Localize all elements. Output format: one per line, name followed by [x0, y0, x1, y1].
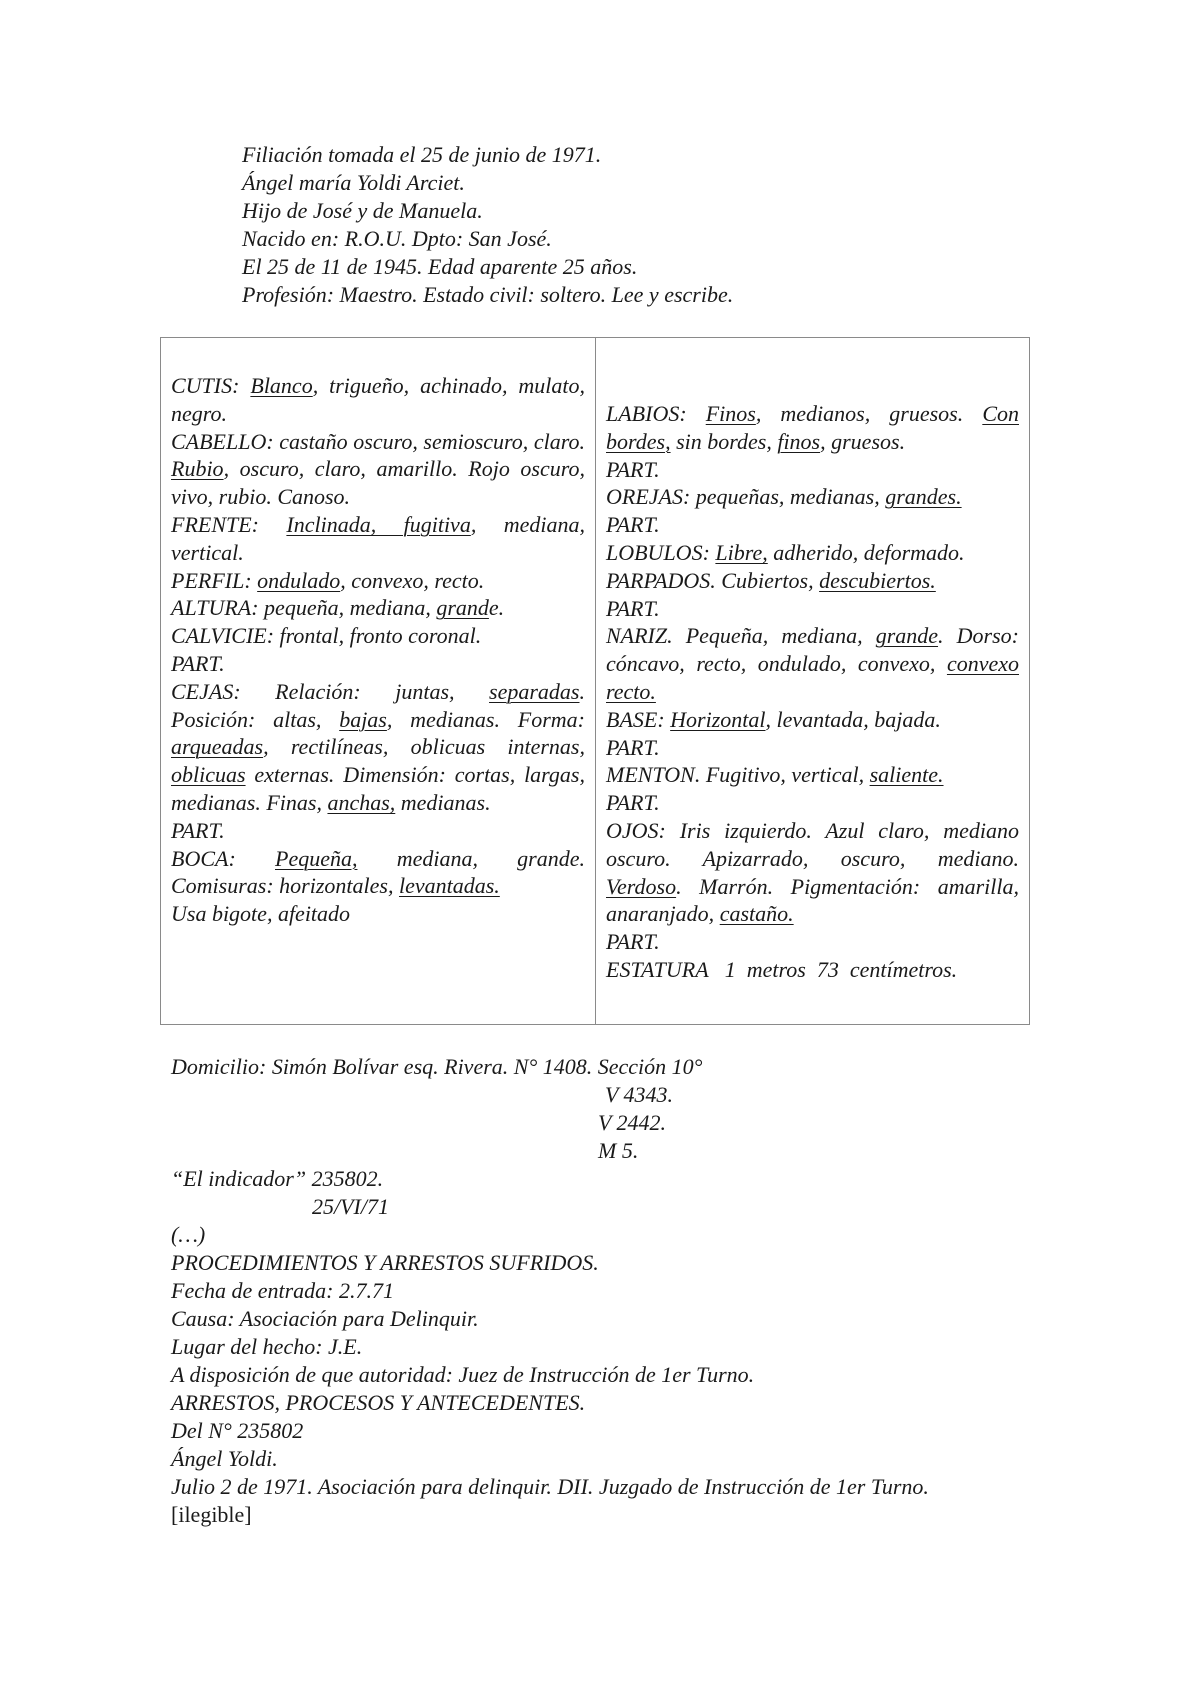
underlined-text: levantadas. [398, 873, 500, 899]
date-line: 25/VI/71 [312, 1194, 389, 1219]
cutis-entry [171, 372, 585, 428]
text: . Marrón. Pigmentación: amarilla, anaranjado, [606, 873, 1019, 927]
header-line: El 25 de 11 de 1945. Edad aparente 25 años. [242, 254, 638, 279]
underlined-text: Rubio [171, 456, 224, 482]
underlined-text: separadas [489, 678, 580, 704]
text: LOBULOS: [606, 539, 716, 565]
description-table [160, 337, 1030, 1025]
nariz-entry [606, 622, 1019, 705]
header-line: Hijo de José y de Manuela. [242, 198, 483, 223]
header-line: Filiación tomada el 25 de junio de 1971. [242, 142, 602, 167]
table-right-cell [596, 338, 1029, 1024]
place-line: Lugar del hecho: J.E. [171, 1334, 363, 1359]
text: CABELLO: castaño oscuro, semioscuro, claro. [171, 428, 585, 454]
altura-entry [171, 594, 585, 622]
text: , convexo, recto. [340, 567, 485, 593]
parpados-entry [606, 567, 1019, 595]
part-label: PART. [606, 734, 660, 760]
domicilio-line: Domicilio: Simón Bolívar esq. Rivera. N° 1408. Sección 10° [171, 1054, 703, 1079]
header-line: Ángel maría Yoldi Arciet. [242, 170, 465, 195]
text: ALTURA: pequeña, mediana, [171, 595, 437, 621]
underlined-text: Pequeña, [275, 845, 358, 871]
text: adherido, deformado. [767, 539, 965, 565]
boca-entry [171, 845, 585, 901]
labios-entry [606, 400, 1019, 456]
underlined-text: castaño. [719, 901, 794, 927]
underlined-text: Verdoso [606, 873, 677, 899]
underlined-text: bajas [339, 706, 387, 732]
underlined-text: oblicuas [171, 762, 246, 788]
base-entry [606, 706, 1019, 734]
lobulos-entry [606, 539, 1019, 567]
part-label: PART. [171, 817, 225, 843]
part-label: PART. [606, 929, 660, 955]
underlined-text: convexo recto. [606, 651, 1019, 704]
code-line: V 4343. [605, 1082, 674, 1107]
text: OREJAS: pequeñas, medianas, [606, 484, 886, 510]
underlined-text: grandes. [885, 484, 962, 510]
text: LABIOS: [606, 401, 706, 426]
underlined-text: Blanco [250, 373, 313, 398]
text: . Posición: altas, [171, 678, 585, 732]
ojos-entry [606, 817, 1019, 928]
text: , oscuro, claro, amarillo. Rojo oscuro, vivo, rubio. Canoso. [171, 456, 585, 510]
underlined-text: anchas, [327, 789, 396, 815]
estatura-entry: ESTATURA 1 metros 73 centímetros. [606, 956, 958, 982]
text: sin bordes, [670, 428, 778, 454]
text: e. [488, 595, 505, 621]
underlined-text: saliente. [869, 762, 944, 788]
cabello-entry [171, 428, 585, 511]
calvicie-entry: CALVICIE: frontal, fronto coronal. [171, 623, 482, 649]
section-heading: PROCEDIMIENTOS Y ARRESTOS SUFRIDOS. [171, 1250, 599, 1275]
part-label: PART. [606, 595, 660, 621]
illegible-note: [ilegible] [171, 1502, 252, 1527]
name-line: Ángel Yoldi. [171, 1446, 278, 1471]
code-line: V 2442. [598, 1110, 667, 1135]
text: MENTON. Fugitivo, vertical, [606, 762, 870, 788]
underlined-text: ondulado [257, 567, 341, 593]
authority-line: A disposición de que autoridad: Juez de Instrucción de 1er Turno. [171, 1362, 755, 1387]
underlined-text: Inclinada, fugitiva [286, 511, 471, 537]
underlined-text: Horizontal [670, 706, 766, 732]
underlined-text: descubiertos. [819, 567, 936, 593]
underlined-text: arqueadas [171, 734, 264, 760]
text: , medianas. Forma: [386, 706, 585, 732]
text: BOCA: [171, 845, 275, 871]
entry-date-line: Fecha de entrada: 2.7.71 [171, 1278, 394, 1303]
orejas-entry [606, 483, 1019, 511]
text: CEJAS: Relación: juntas, [171, 678, 490, 704]
ellipsis-line: (…) [171, 1222, 206, 1247]
perfil-entry [171, 567, 585, 595]
text: CUTIS: [171, 373, 251, 398]
indicador-line: “El indicador” 235802. [171, 1166, 384, 1191]
text: externas. Dimensión: cortas, largas, medianas. Finas, [171, 762, 585, 815]
text: NARIZ. Pequeña, mediana, [606, 623, 876, 649]
underlined-text: grand [436, 595, 489, 621]
text: , trigueño, achinado, mulato, negro. [171, 373, 585, 426]
cause-line: Causa: Asociación para Delinquir. [171, 1306, 479, 1331]
text: , mediana, vertical. [171, 511, 585, 565]
text: medianas. [395, 789, 491, 815]
underlined-text: Finos [705, 401, 756, 426]
underlined-text: Libre, [715, 539, 768, 565]
text: BASE: [606, 706, 671, 732]
text: PARPADOS. Cubiertos, [606, 567, 820, 593]
record-details [171, 1053, 1031, 1529]
part-label: PART. [606, 790, 660, 816]
cejas-entry [171, 678, 585, 817]
part-label: PART. [171, 650, 225, 676]
code-line: M 5. [598, 1138, 639, 1163]
text: FRENTE: [171, 511, 287, 537]
text: . Dorso: cóncavo, recto, ondulado, convexo, [606, 623, 1019, 677]
part-label: PART. [606, 456, 660, 482]
text: , levantada, bajada. [765, 706, 941, 732]
frente-entry [171, 511, 585, 567]
text: OJOS: Iris izquierdo. Azul claro, mediano oscuro. Apizarrado, oscuro, mediano. [606, 817, 1019, 871]
part-label: PART. [606, 512, 660, 538]
text: , medianos, gruesos. [755, 401, 983, 426]
number-line: Del N° 235802 [171, 1418, 304, 1443]
header-block [242, 141, 733, 309]
underlined-text: Con bordes, [606, 401, 1019, 454]
bigote-entry: Usa bigote, afeitado [171, 901, 351, 927]
header-line: Profesión: Maestro. Estado civil: soltero. Lee y escribe. [242, 282, 734, 307]
header-line: Nacido en: R.O.U. Dpto: San José. [242, 226, 552, 251]
underlined-text: grande [875, 623, 939, 649]
record-line: Julio 2 de 1971. Asociación para delinquir. DII. Juzgado de Instrucción de 1er Turno. [171, 1474, 929, 1499]
underlined-text: finos [777, 428, 821, 454]
text: mediana, grande. Comisuras: horizontales, [171, 845, 586, 899]
text: PERFIL: [171, 567, 258, 593]
text: , gruesos. [820, 428, 906, 454]
text: , rectilíneas, oblicuas internas, [263, 734, 585, 760]
menton-entry [606, 761, 1019, 789]
table-left-cell [161, 338, 596, 1024]
section-heading: ARRESTOS, PROCESOS Y ANTECEDENTES. [171, 1390, 586, 1415]
